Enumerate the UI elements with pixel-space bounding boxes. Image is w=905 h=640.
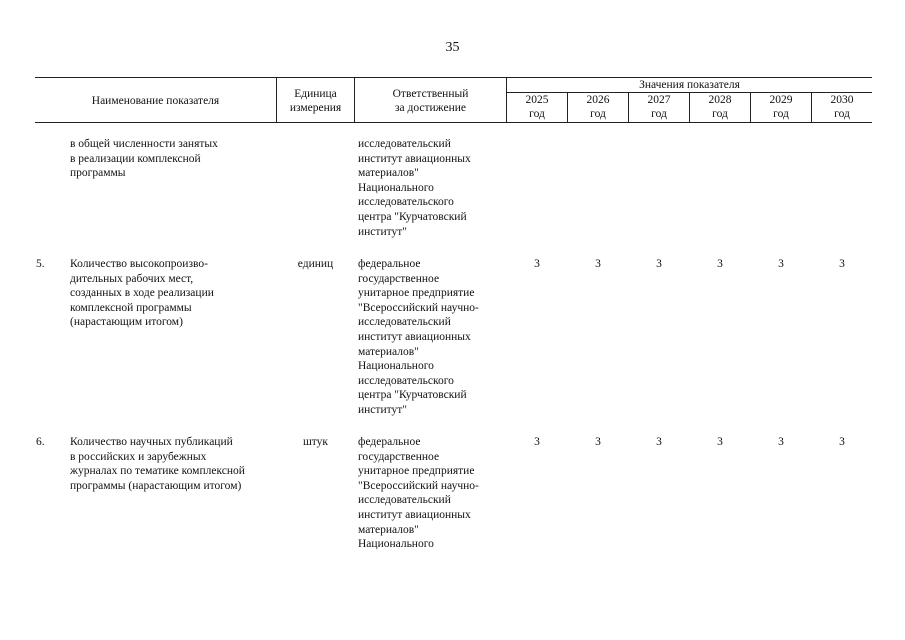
row-responsible: федеральное государственное унитарное предприятие "Всероссийский научно- исследовательский институт авиационных материалов" Национального исследовательского центра "Курчатовский институт" [358, 258, 479, 416]
header-year-2029: 2029 год [769, 94, 793, 120]
header-year-2026: 2026 год [586, 94, 610, 120]
row-indicator-name: Количество высокопроизво- дительных рабочих мест, созданных в ходе реализации комплексной программы (нарастающим итогом) [70, 258, 214, 329]
row-value-2028: 3 [717, 436, 723, 448]
row-value-2025: 3 [534, 258, 540, 270]
row-responsible: федеральное государственное унитарное предприятие "Всероссийский научно- исследовательский институт авиационных материалов" Национального [358, 436, 479, 551]
table-header-bottom-rule [35, 122, 872, 123]
row-value-2030: 3 [839, 258, 845, 270]
row-number: 6. [36, 436, 45, 448]
row-value-2027: 3 [656, 436, 662, 448]
row-value-2026: 3 [595, 436, 601, 448]
row-number: 5. [36, 258, 45, 270]
row-unit: единиц [297, 258, 334, 270]
row-indicator-name: Количество научных публикаций в российских и зарубежных журналах по тематике комплексной программы (нарастающим итогом) [70, 436, 245, 492]
row-unit: штук [302, 436, 329, 448]
row-value-2029: 3 [778, 436, 784, 448]
header-unit: Единица измерения [289, 88, 342, 114]
row-value-2026: 3 [595, 258, 601, 270]
row-value-2029: 3 [778, 258, 784, 270]
row-value-2027: 3 [656, 258, 662, 270]
row-responsible: исследовательский институт авиационных материалов" Национального исследовательского центра "Курчатовский институт" [358, 138, 471, 238]
header-indicator-values: Значения показателя [639, 79, 740, 91]
header-year-2027: 2027 год [647, 94, 671, 120]
header-year-2030: 2030 год [830, 94, 854, 120]
header-year-2028: 2028 год [708, 94, 732, 120]
header-year-2025: 2025 год [525, 94, 549, 120]
row-value-2025: 3 [534, 436, 540, 448]
page-number: 35 [445, 40, 460, 55]
row-indicator-name: в общей численности занятых в реализации комплексной программы [70, 138, 218, 180]
row-value-2030: 3 [839, 436, 845, 448]
header-indicator-name: Наименование показателя [91, 95, 220, 107]
header-responsible: Ответственный за достижение [392, 88, 469, 114]
row-value-2028: 3 [717, 258, 723, 270]
